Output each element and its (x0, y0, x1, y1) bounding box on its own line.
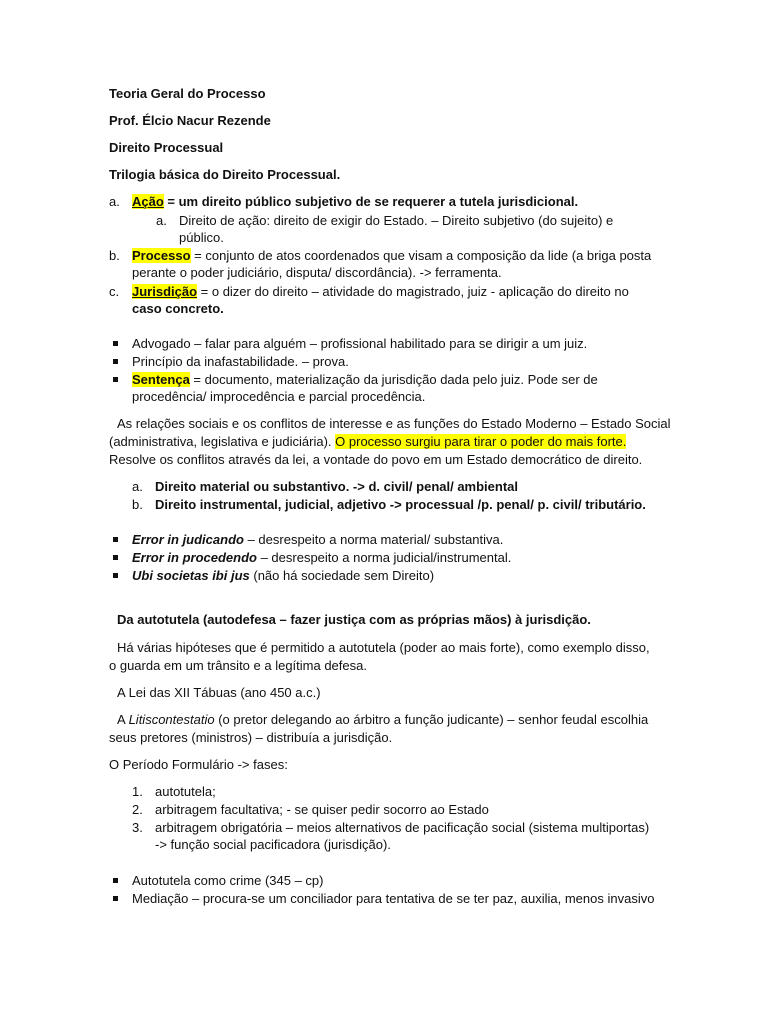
processo-definition: = conjunto de atos coordenados que visam a composição da lide (a briga posta (190, 248, 652, 263)
bullet-icon (113, 377, 118, 382)
bullet-icon (113, 359, 118, 364)
subject-title: Direito Processual (109, 140, 224, 155)
bullet-icon (113, 555, 118, 560)
acao-definition: = um direito público subjetivo de se requerer a tutela jurisdicional. (163, 194, 579, 209)
bullet-item (132, 567, 434, 584)
professor-name: Prof. Élcio Nacur Rezende (109, 113, 271, 128)
list-item: arbitragem facultativa; - se quiser pedir socorro ao Estado (155, 802, 489, 817)
sub-item-line: Direito de ação: direito de exigir do Estado. – Direito subjetivo (do sujeito) e (179, 213, 614, 228)
latin-term: Error in judicando (132, 532, 244, 547)
list-marker: 2. (132, 802, 143, 817)
bullet-item-sentenca (132, 371, 598, 388)
jurisdicao-line2: caso concreto. (132, 301, 224, 316)
bullet-icon (113, 537, 118, 542)
bullet-item (132, 549, 511, 566)
list-item: Direito instrumental, judicial, adjetivo -> processual /p. penal/ p. civil/ tributário. (155, 497, 646, 512)
paragraph-line: A Lei das XII Tábuas (ano 450 a.c.) (117, 685, 321, 700)
term-jurisdicao: Jurisdição (132, 284, 198, 299)
list-item-jurisdicao (132, 283, 629, 300)
list-item-processo (132, 247, 651, 264)
paragraph-line: o guarda em um trânsito e a legítima defesa. (109, 658, 367, 673)
sentenca-line2: procedência/ improcedência e parcial procedência. (132, 389, 426, 404)
paragraph-text: (o pretor delegando ao árbitro a função judicante) – senhor feudal escolhia (214, 712, 649, 727)
list-marker: b. (132, 497, 143, 512)
term-sentenca: Sentença (132, 372, 190, 387)
term-definition: (não há sociedade sem Direito) (249, 568, 435, 583)
bullet-item: Autotutela como crime (345 – cp) (132, 873, 324, 888)
bullet-icon (113, 878, 118, 883)
bullet-icon (113, 341, 118, 346)
sub-list-marker: a. (156, 213, 167, 228)
paragraph-line (109, 433, 626, 450)
paragraph-line: Resolve os conflitos através da lei, a vontade do povo em um Estado democrático de direito. (109, 452, 643, 467)
list-marker: 1. (132, 784, 143, 799)
paragraph-line: O Período Formulário -> fases: (109, 757, 288, 772)
bullet-item: Advogado – falar para alguém – profissional habilitado para se dirigir a um juiz. (132, 336, 588, 351)
highlighted-statement: O processo surgiu para tirar o poder do mais forte. (335, 434, 627, 449)
list-marker: a. (132, 479, 143, 494)
trilogy-heading: Trilogia básica do Direito Processual. (109, 167, 341, 182)
term-definition: – desrespeito a norma judicial/instrumental. (256, 550, 512, 565)
list-marker: b. (109, 248, 120, 263)
term-processo: Processo (132, 248, 191, 263)
processo-line2: perante o poder judiciário, disputa/ discordância). -> ferramenta. (132, 265, 502, 280)
paragraph-line: As relações sociais e os conflitos de interesse e as funções do Estado Moderno – Estado Social (117, 416, 671, 431)
list-marker: 3. (132, 820, 143, 835)
paragraph-line (117, 711, 648, 728)
list-marker: a. (109, 194, 120, 209)
paragraph-line: Há várias hipóteses que é permitido a autotutela (poder ao mais forte), como exemplo disso, (117, 640, 650, 655)
sentenca-definition: = documento, materialização da jurisdição dada pelo juiz. Pode ser de (189, 372, 598, 387)
term-acao: Ação (132, 194, 164, 209)
bullet-item: Princípio da inafastabilidade. – prova. (132, 354, 349, 369)
list-marker: c. (109, 284, 120, 299)
sub-item-line: público. (179, 230, 224, 245)
course-title: Teoria Geral do Processo (109, 86, 266, 101)
section-title: Da autotutela (autodefesa – fazer justiça com as próprias mãos) à jurisdição. (117, 612, 591, 627)
term-definition: – desrespeito a norma material/ substantiva. (243, 532, 504, 547)
list-item: Direito material ou substantivo. -> d. civil/ penal/ ambiental (155, 479, 519, 494)
bullet-item (132, 531, 503, 548)
latin-term: Ubi societas ibi jus (132, 568, 250, 583)
paragraph-text: (administrativa, legislativa e judiciária). (109, 434, 336, 449)
bullet-item: Mediação – procura-se um conciliador para tentativa de se ter paz, auxilia, menos invasivo (132, 891, 655, 906)
paragraph-text: A (117, 712, 129, 727)
list-item-line2: -> função social pacificadora (jurisdição). (155, 837, 391, 852)
list-item: arbitragem obrigatória – meios alternativos de pacificação social (sistema multiportas) (155, 820, 650, 835)
paragraph-line: seus pretores (ministros) – distribuía a jurisdição. (109, 730, 393, 745)
list-item-acao (132, 193, 578, 210)
bullet-icon (113, 573, 118, 578)
bullet-icon (113, 896, 118, 901)
latin-term: Litiscontestatio (128, 712, 215, 727)
list-item: autotutela; (155, 784, 216, 799)
jurisdicao-definition: = o dizer do direito – atividade do magistrado, juiz - aplicação do direito no (197, 284, 629, 299)
latin-term: Error in procedendo (132, 550, 257, 565)
